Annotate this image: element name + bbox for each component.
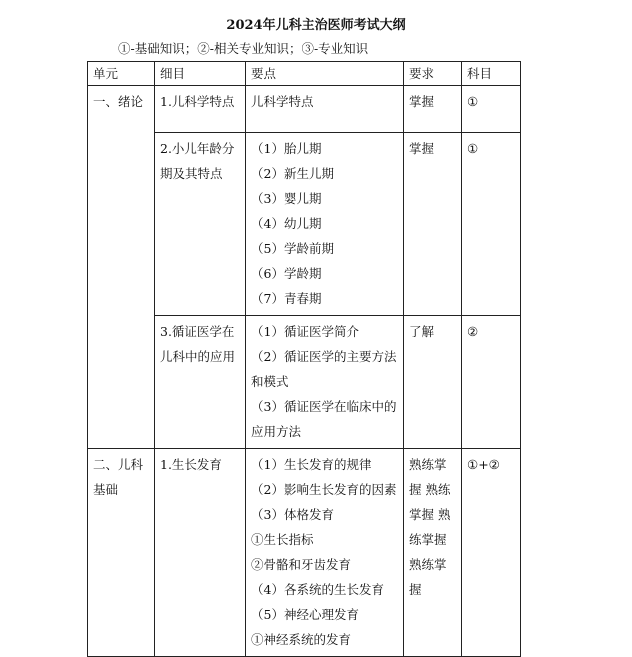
- table-row: [88, 449, 521, 657]
- table-header-row: [88, 62, 521, 86]
- point-item: （6）学龄期: [251, 266, 322, 281]
- requirement-cell: [404, 449, 462, 657]
- requirement-item: 熟练掌握: [409, 457, 447, 497]
- requirement-cell: 了解: [404, 316, 462, 449]
- subject-cell: ①: [462, 133, 521, 316]
- point-item: （1）循证医学简介: [251, 324, 359, 339]
- header-points: 要点: [246, 62, 404, 86]
- subject-cell: ①: [462, 86, 521, 133]
- detail-cell: 1.生长发育: [155, 449, 246, 657]
- points-cell: [246, 316, 404, 449]
- point-item: （1）胎儿期: [251, 141, 322, 156]
- points-cell: [246, 133, 404, 316]
- requirement-item: 熟练掌握: [409, 507, 451, 547]
- requirement-cell: 掌握: [404, 133, 462, 316]
- point-item: （2）新生儿期: [251, 166, 334, 181]
- requirement-item: 熟练掌握: [409, 482, 451, 522]
- detail-cell: 2.小儿年龄分期及其特点: [155, 133, 246, 316]
- subject-legend: ①-基础知识；②-相关专业知识；③-专业知识: [118, 41, 369, 56]
- point-item: （2）影响生长发育的因素: [251, 482, 397, 497]
- point-item: （2）循证医学的主要方法和模式: [251, 349, 397, 389]
- header-detail: 细目: [155, 62, 246, 86]
- point-item: ②骨骼和牙齿发育: [251, 557, 352, 572]
- header-subject: 科目: [462, 62, 521, 86]
- point-item: （3）体格发育: [251, 507, 334, 522]
- point-item: （1）生长发育的规律: [251, 457, 372, 472]
- header-requirement: 要求: [404, 62, 462, 86]
- syllabus-table: [87, 61, 521, 657]
- requirement-item: 熟练掌握: [409, 557, 447, 597]
- unit-cell: 二、儿科基础: [88, 449, 155, 657]
- point-item: （4）幼儿期: [251, 216, 322, 231]
- points-cell: [246, 449, 404, 657]
- point-item: 儿科学特点: [251, 94, 314, 109]
- point-item: （4）各系统的生长发育: [251, 582, 384, 597]
- point-item: （3）婴儿期: [251, 191, 322, 206]
- document-title: 2024年儿科主治医师考试大纲: [226, 18, 406, 33]
- subject-cell: ①+②: [462, 449, 521, 657]
- table-row: [88, 86, 521, 133]
- header-unit: 单元: [88, 62, 155, 86]
- point-item: ①神经系统的发育: [251, 632, 352, 647]
- requirement-cell: 掌握: [404, 86, 462, 133]
- point-item: （5）学龄前期: [251, 241, 334, 256]
- point-item: ①生长指标: [251, 532, 314, 547]
- unit-cell: 一、绪论: [88, 86, 155, 449]
- detail-cell: 1.儿科学特点: [155, 86, 246, 133]
- detail-cell: 3.循证医学在儿科中的应用: [155, 316, 246, 449]
- points-cell: [246, 86, 404, 133]
- point-item: （3）循证医学在临床中的应用方法: [251, 399, 397, 439]
- point-item: （7）青春期: [251, 291, 322, 306]
- subject-cell: ②: [462, 316, 521, 449]
- point-item: （5）神经心理发育: [251, 607, 359, 622]
